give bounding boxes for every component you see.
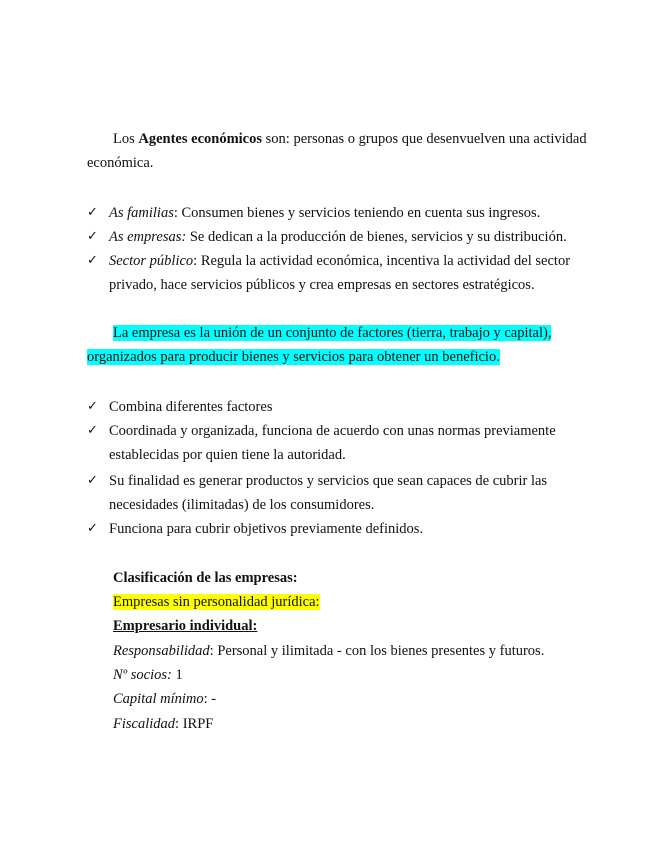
checkmark-icon: ✓ — [87, 423, 98, 438]
agent-name: As familias — [109, 205, 174, 221]
field-socios — [113, 666, 183, 684]
agent-item-familias: As familias: Consumen bienes y servicios teniendo en cuenta sus ingresos. — [109, 205, 541, 221]
agent-name: Sector público — [109, 253, 194, 269]
field-responsabilidad: Responsabilidad: Personal y ilimitada - con los bienes presentes y futuros. — [113, 643, 545, 659]
feature-item-cont: necesidades (ilimitadas) de los consumidores. — [109, 497, 375, 513]
definition-line-2: organizados para producir bienes y servicios para obtener un beneficio. — [87, 349, 500, 365]
field-capital-minimo: Capital mínimo: - — [113, 691, 217, 707]
checkmark-icon: ✓ — [87, 229, 98, 244]
classification-title: Clasificación de las empresas: — [113, 570, 298, 586]
feature-item: Coordinada y organizada, funciona de acuerdo con unas normas previamente — [109, 423, 556, 439]
intro-line-2: económica. — [87, 155, 154, 171]
checkmark-icon: ✓ — [87, 521, 98, 536]
field-value: - — [211, 691, 217, 707]
checkmark-icon: ✓ — [87, 399, 98, 414]
definition-line-1: La empresa es la unión de un conjunto de factores (tierra, trabajo y capital), — [113, 325, 552, 341]
field-label: Nº socios: — [113, 667, 172, 683]
field-label: Fiscalidad — [113, 716, 176, 732]
classification-group: Empresas sin personalidad jurídica: — [113, 594, 320, 610]
agent-item-sector-publico: Sector público: Regula la actividad económica, incentiva la actividad del sector — [109, 253, 571, 269]
intro-term: Agentes económicos — [138, 131, 263, 147]
field-value: Personal y ilimitada - con los bienes presentes y futuros. — [217, 643, 545, 659]
field-label: Responsabilidad — [113, 643, 210, 659]
field-value: IRPF — [182, 716, 214, 732]
intro-line-1: Los Agentes económicos son: personas o grupos que desenvuelven una actividad — [113, 131, 587, 147]
checkmark-icon: ✓ — [87, 205, 98, 220]
field-label: Capital mínimo — [113, 691, 204, 707]
classification-type: Empresario individual: — [113, 618, 258, 634]
feature-item: Funciona para cubrir objetivos previamente definidos. — [109, 521, 424, 537]
agent-name: As empresas: — [109, 229, 187, 245]
agent-item-sector-publico-cont: privado, hace servicios públicos y crea empresas en sectores estratégicos. — [109, 277, 535, 293]
field-fiscalidad: Fiscalidad: IRPF — [113, 716, 214, 732]
feature-item-cont: establecidas por quien tiene la autoridad. — [109, 447, 346, 463]
field-value: 1 — [175, 667, 183, 683]
checkmark-icon: ✓ — [87, 253, 98, 268]
feature-item: Combina diferentes factores — [109, 399, 273, 415]
agent-item-empresas: As empresas: Se dedican a la producción de bienes, servicios y su distribución. — [109, 229, 567, 245]
checkmark-icon: ✓ — [87, 473, 98, 488]
feature-item: Su finalidad es generar productos y servicios que sean capaces de cubrir las — [109, 473, 548, 489]
